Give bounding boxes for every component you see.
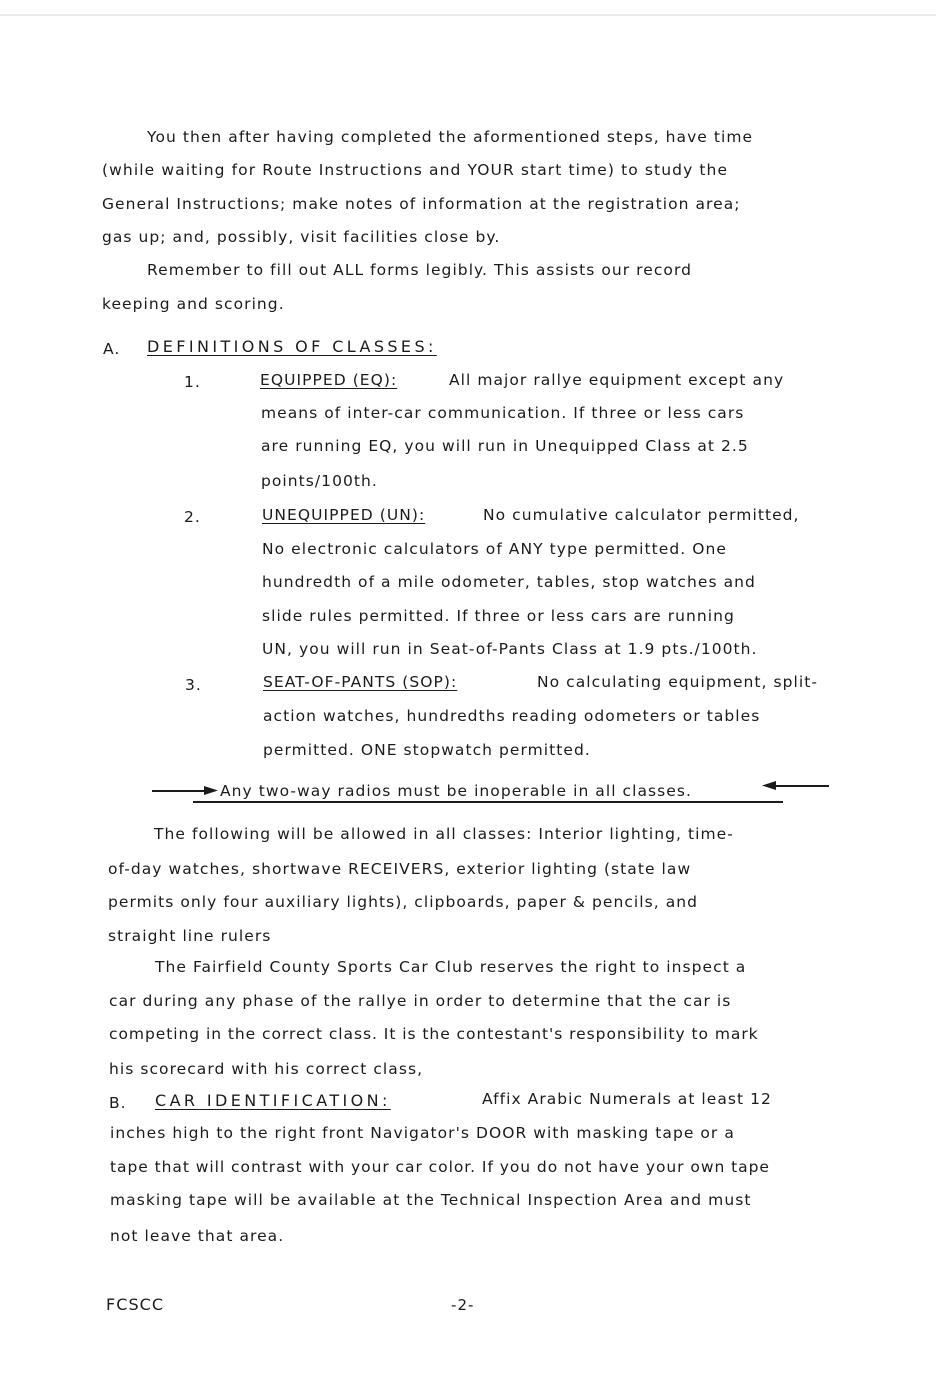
class-2-line-2: No electronic calculators of ANY type permitted. One — [262, 540, 727, 558]
intro-remember-line-2: keeping and scoring. — [102, 295, 285, 313]
section-b-line-3: tape that will contrast with your car color. If you do not have your own tape — [110, 1158, 770, 1176]
intro-line-1: You then after having completed the aformentioned steps, have time — [147, 128, 754, 146]
section-b-line-5: not leave that area. — [110, 1227, 285, 1245]
reserve-line-4: his scorecard with his correct class, — [109, 1060, 424, 1078]
class-2-line-5: UN, you will run in Seat-of-Pants Class at 1.9 pts./100th. — [262, 640, 758, 658]
class-3-line-2: action watches, hundredths reading odometers or tables — [263, 707, 761, 725]
section-a-letter: A. — [103, 340, 121, 358]
class-3-line-3: permitted. ONE stopwatch permitted. — [263, 741, 591, 759]
left-arrow-shaft — [152, 790, 208, 792]
page-number: -2- — [451, 1296, 475, 1314]
right-arrow-shaft — [772, 785, 829, 787]
radios-note-underline — [193, 801, 783, 803]
reserve-line-1: The Fairfield County Sports Car Club reserves the right to inspect a — [155, 958, 747, 976]
class-3-first-line: No calculating equipment, split- — [537, 673, 818, 691]
class-3-term: SEAT-OF-PANTS (SOP): — [263, 673, 458, 691]
allowed-line-4: straight line rulers — [108, 927, 272, 945]
section-b-heading: CAR IDENTIFICATION: — [155, 1091, 391, 1110]
intro-line-2: (while waiting for Route Instructions and YOUR start time) to study the — [102, 161, 729, 179]
section-b-line-2: inches high to the right front Navigator's DOOR with masking tape or a — [110, 1124, 735, 1142]
radios-note: Any two-way radios must be inoperable in all classes. — [220, 782, 692, 800]
section-b-letter: B. — [109, 1094, 127, 1112]
class-1-line-3: are running EQ, you will run in Unequipped Class at 2.5 — [261, 437, 749, 455]
class-2-number: 2. — [184, 508, 201, 526]
class-2-first-line: No cumulative calculator permitted, — [483, 506, 800, 524]
footer-org: FCSCC — [106, 1295, 165, 1314]
class-1-line-2: means of inter-car communication. If three or less cars — [261, 404, 745, 422]
class-2-term: UNEQUIPPED (UN): — [262, 506, 426, 524]
class-1-number: 1. — [184, 373, 201, 391]
class-3-number: 3. — [185, 676, 202, 694]
class-1-first-line: All major rallye equipment except any — [449, 371, 785, 389]
class-1-term: EQUIPPED (EQ): — [260, 371, 398, 389]
allowed-line-2: of-day watches, shortwave RECEIVERS, exterior lighting (state law — [108, 860, 692, 878]
allowed-line-3: permits only four auxiliary lights), clipboards, paper & pencils, and — [108, 893, 699, 911]
class-2-line-4: slide rules permitted. If three or less cars are running — [262, 607, 735, 625]
section-a-heading: DEFINITIONS OF CLASSES: — [147, 337, 437, 356]
right-arrow-icon — [204, 785, 218, 796]
scan-edge — [0, 14, 936, 16]
allowed-line-1: The following will be allowed in all classes: Interior lighting, time- — [154, 825, 734, 843]
intro-line-4: gas up; and, possibly, visit facilities close by. — [102, 228, 501, 246]
intro-remember-line-1: Remember to fill out ALL forms legibly. This assists our record — [147, 261, 692, 279]
class-2-line-3: hundredth of a mile odometer, tables, stop watches and — [262, 573, 756, 591]
intro-line-3: General Instructions; make notes of information at the registration area; — [102, 195, 741, 213]
section-b-line-4: masking tape will be available at the Technical Inspection Area and must — [110, 1191, 752, 1209]
reserve-line-2: car during any phase of the rallye in order to determine that the car is — [109, 992, 732, 1010]
reserve-line-3: competing in the correct class. It is the contestant's responsibility to mark — [109, 1025, 759, 1043]
section-b-first-line: Affix Arabic Numerals at least 12 — [482, 1090, 772, 1108]
class-1-line-4: points/100th. — [261, 472, 378, 490]
